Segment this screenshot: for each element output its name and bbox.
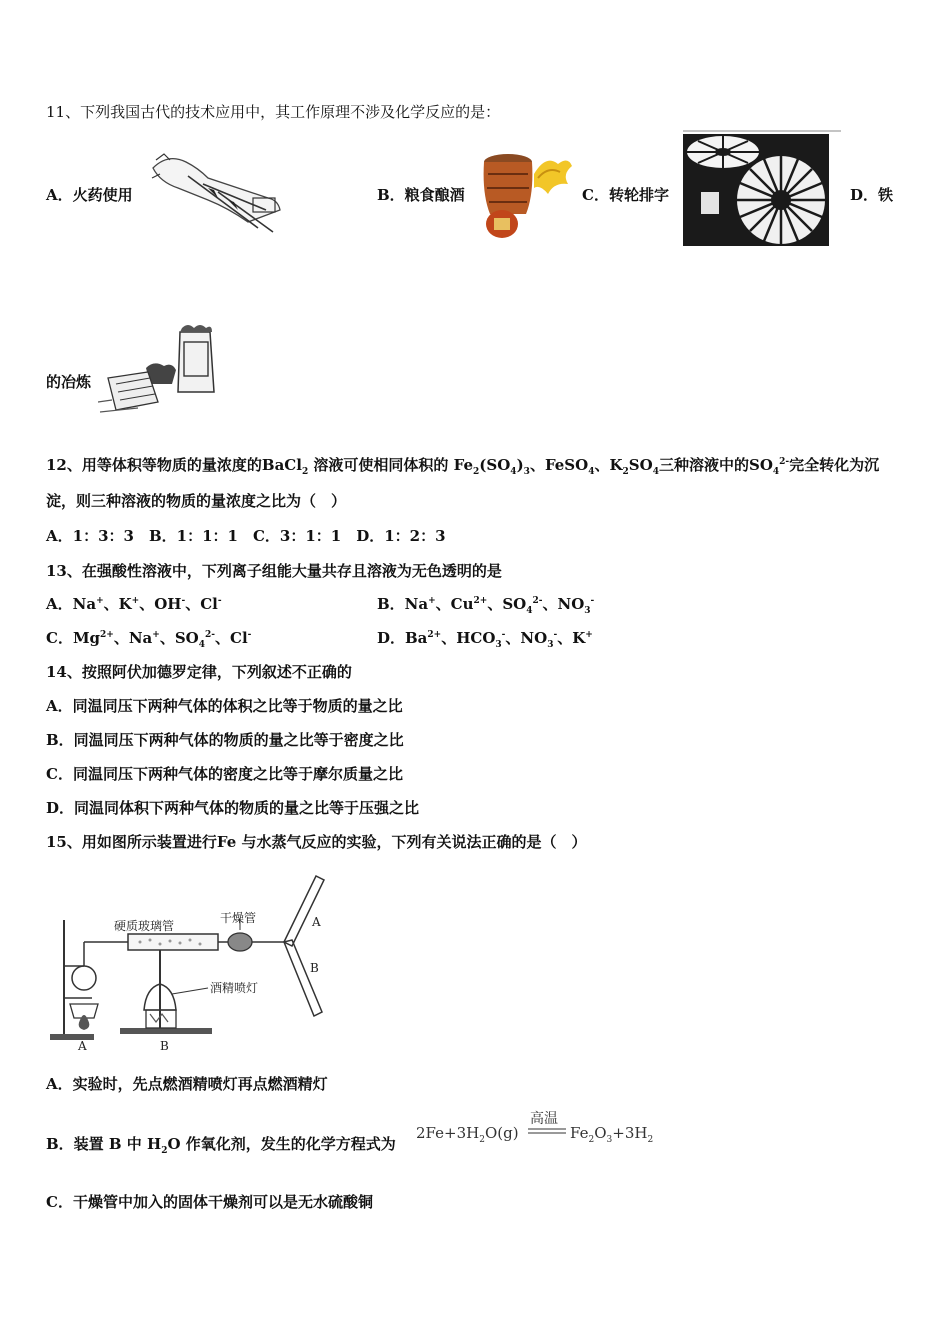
q12-line1-end: 完全转化为沉 [789,456,880,474]
label-tube-a: A [312,915,321,929]
equation-condition: 高温 [530,1111,558,1127]
q11-option-b: B．粮食酿酒 [377,186,465,204]
q13-option-b: B．Na+、$Cu^{2+}$、$SO_4^{2-}$、$NO_3^-$ [377,595,595,616]
q15-option-c: C．干燥管中加入的固体干燥剂可以是无水硫酸铜 [46,1193,373,1211]
q12-line2: 淀，则三种溶液的物质的量浓度之比为（ ） [46,492,347,510]
q12-line1-pre: 12、用等体积等物质的量浓度的 [46,456,262,474]
tube-label: 硬质玻璃管 [114,919,175,933]
q15-stem: 15、用如图所示装置进行Fe 与水蒸气反应的实验，下列有关说法正确的是（ ） [46,833,587,851]
q13-stem: 13、在强酸性溶液中，下列离子组能大量共存且溶液为无色透明的是 [46,562,502,580]
q14-option-d: D．同温同体积下两种气体的物质的量之比等于压强之比 [46,799,420,817]
q15-option-a: A．实验时，先点燃酒精喷灯再点燃酒精灯 [46,1075,328,1093]
q11-option-d: D．铁 [850,186,894,204]
q15-option-b-pre: B．装置 B 中 [46,1135,142,1153]
label-tube-b: B [310,961,319,975]
q15-option-b: B．装置 B 中 $H_2O$ 作氧化剂，发生的化学方程式为 [46,1135,396,1156]
q13-option-a: A．Na+、K+、OH-、Cl- [46,595,222,613]
q14-stem: 14、按照阿伏加德罗定律，下列叙述不正确的 [46,663,352,681]
q14-option-a: A．同温同压下两种气体的体积之比等于物质的量之比 [46,697,403,715]
equation-equals [528,1127,566,1135]
chemical-equation: $2Fe+3H_2O(g)$ [416,1124,519,1145]
q14-option-c: C．同温同压下两种气体的密度之比等于摩尔质量之比 [46,765,403,783]
label-b: B [160,1039,169,1053]
iron-smelting-image [98,322,222,418]
q11-option-d-cont: 的冶炼 [46,373,92,391]
rotary-type-image [683,130,841,246]
dryer-label: 干燥管 [220,911,257,925]
q12-options: A．1：3：3 B．1：1：1 C．3：1：1 D．1：2：3 [46,527,446,545]
brewing-wine-image [478,144,574,242]
q11-option-c: C．转轮排字 [582,186,669,204]
q13-option-d: D．$Ba^{2+}$、$HCO_3^-$、$NO_3^-$、K+ [377,629,593,650]
q11-option-a: A．火药使用 [46,186,133,204]
q12-line1-post: 三种溶液中的 [658,456,749,474]
gunpowder-dragon-image [148,148,283,236]
q12-line1: 12、用等体积等物质的量浓度的BaCl$_2$ 溶液可使相同体积的 $Fe_2(SO_4)_3$、FeSO$_4$、$K_2SO_4$三种溶液中的$SO_4^{2-}$完全转化为沉 [46,456,880,477]
q15-stem-pre: 15、用如图所示装置进行 [46,833,217,851]
q14-option-b: B．同温同压下两种气体的物质的量之比等于密度之比 [46,731,404,749]
q11-stem: 11、下列我国古代的技术应用中，其工作原理不涉及化学反应的是： [46,103,501,121]
lamp-label: 酒精喷灯 [210,981,259,995]
fe-steam-apparatus-diagram [48,870,338,1056]
equation-products: $Fe_2O_3+3H_2$ [570,1124,654,1145]
q15-stem-post: 与水蒸气反应的实验，下列有关说法正确的是（ ） [241,833,587,851]
q15-option-b-post: 作氧化剂，发生的化学方程式为 [185,1135,396,1153]
q13-option-c: C．$Mg^{2+}$、Na+、$SO_4^{2-}$、Cl- [46,629,252,650]
label-a: A [78,1039,87,1053]
